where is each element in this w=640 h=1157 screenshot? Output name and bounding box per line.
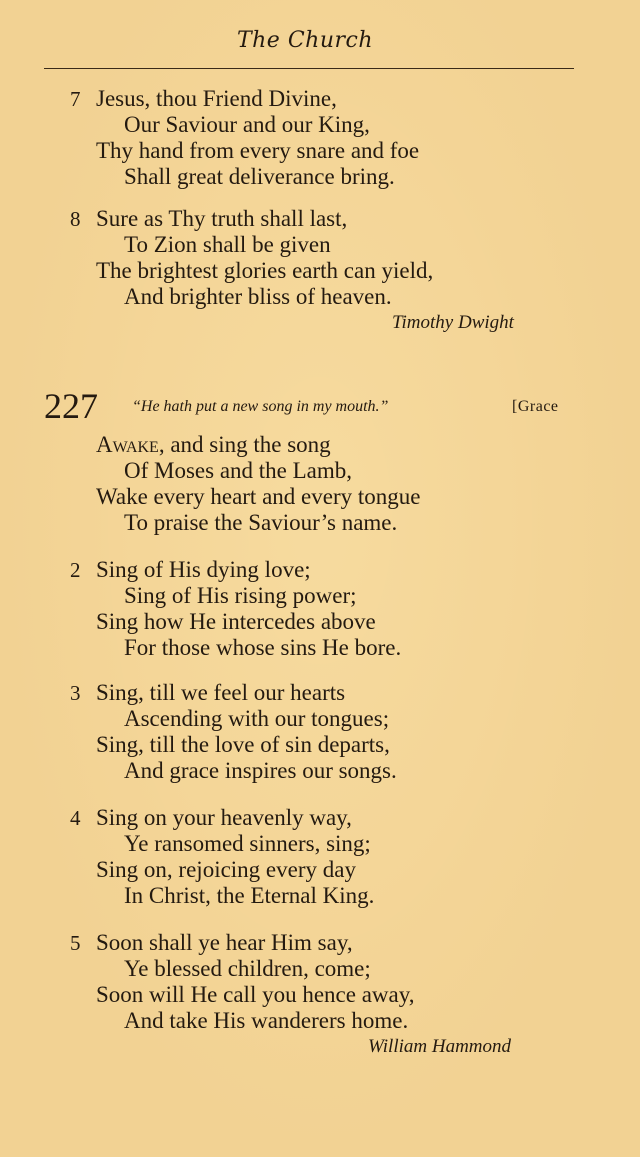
verse-line: Soon will He call you hence away, <box>96 982 415 1007</box>
stanza-number: 5 <box>70 931 81 955</box>
verse-line: Shall great deliverance bring. <box>124 164 395 189</box>
verse-line: To praise the Saviour’s name. <box>124 510 398 535</box>
hymn-number: 227 <box>44 386 98 426</box>
stanza-number: 3 <box>70 681 81 705</box>
author-attribution: William Hammond <box>368 1036 512 1057</box>
verse-line: Our Saviour and our King, <box>124 112 370 137</box>
verse-line: Wake every heart and every tongue <box>96 484 421 509</box>
verse-line: To Zion shall be given <box>124 232 331 257</box>
verse-line <box>96 432 331 458</box>
verse-line: Soon shall ye hear Him say, <box>96 930 353 955</box>
verse-line: Sing how He intercedes above <box>96 609 376 634</box>
verse-line: Sing, till we feel our hearts <box>96 680 346 705</box>
verse-line: Thy hand from every snare and foe <box>96 138 420 163</box>
verse-line: And grace inspires our songs. <box>124 758 397 783</box>
verse-line: Ye ransomed sinners, sing; <box>124 831 371 856</box>
verse-line: Sing of His dying love; <box>96 557 311 582</box>
verse-line: Sing of His rising power; <box>124 583 357 608</box>
stanza-number: 7 <box>70 87 81 111</box>
first-word: Awake <box>96 432 159 457</box>
running-head: The Church <box>236 28 374 53</box>
verse-line: Sing on your heavenly way, <box>96 805 352 830</box>
author-attribution: Timothy Dwight <box>392 312 514 333</box>
verse-line: Ascending with our tongues; <box>124 706 390 731</box>
verse-line: For those whose sins He bore. <box>124 635 402 660</box>
verse-line: In Christ, the Eternal King. <box>124 883 375 908</box>
verse-line: The brightest glories earth can yield, <box>96 258 434 283</box>
stanza-number: 8 <box>70 207 81 231</box>
verse-line: And take His wanderers home. <box>124 1008 409 1033</box>
stanza-number: 4 <box>70 806 81 830</box>
stanza-number: 2 <box>70 558 81 582</box>
tune-name: [Grace <box>512 398 559 415</box>
verse-line: Ye blessed children, come; <box>124 956 371 981</box>
verse-line: Of Moses and the Lamb, <box>124 458 353 483</box>
verse-line: Sing on, rejoicing every day <box>96 857 356 882</box>
verse-line-rest: , and sing the song <box>158 432 331 457</box>
hymn-epigraph: “He hath put a new song in my mouth.” <box>132 398 389 415</box>
verse-line: Jesus, thou Friend Divine, <box>96 86 337 111</box>
verse-line: And brighter bliss of heaven. <box>124 284 392 309</box>
verse-line: Sing, till the love of sin departs, <box>96 732 390 757</box>
verse-line: Sure as Thy truth shall last, <box>96 206 348 231</box>
header-rule <box>44 68 574 69</box>
